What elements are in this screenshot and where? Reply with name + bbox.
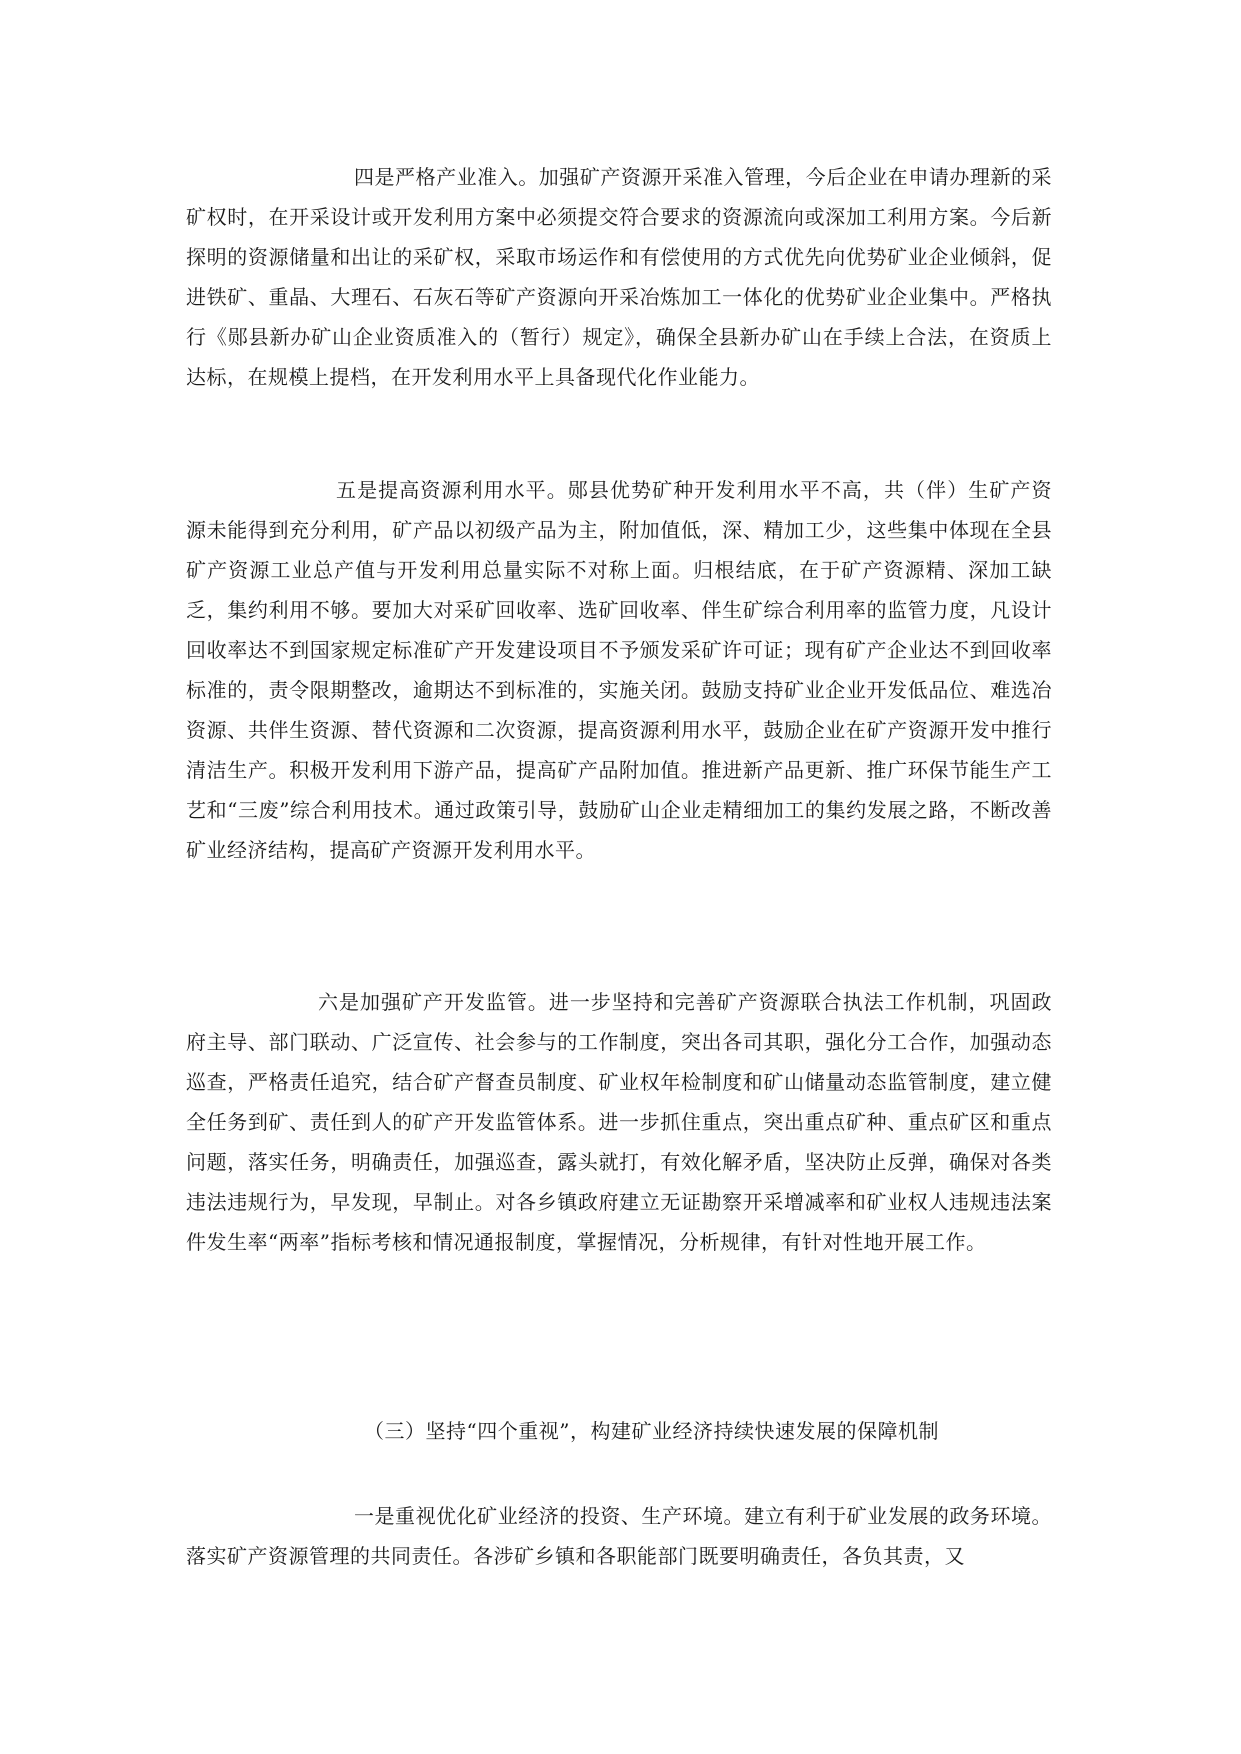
paragraph-industry-access: 四是严格产业准入。加强矿产资源开采准入管理，今后企业在申请办理新的采矿权时，在开采设计或开发利用方案中必须提交符合要求的资源流向或深加工利用方案。今后新探明的资源储量和出让的采矿权，采取市场运作和有偿使用的方式优先向优势矿业企业倾斜，促进铁矿、重晶、大理石、石灰石等矿产资源向开采冶炼加工一体化的优势矿业企业集中。严格执行《郧县新办矿山企业资质准入的（暂行）规定》，确保全县新办矿山在手续上合法，在资质上达标，在规模上提档，在开发利用水平上具备现代化作业能力。: [186, 165, 1052, 389]
paragraph-resource-utilization: 五是提高资源利用水平。郧县优势矿种开发利用水平不高，共（伴）生矿产资源未能得到充分利用，矿产品以初级产品为主，附加值低，深、精加工少，这些集中体现在全县矿产资源工业总产值与开发利用总量实际不对称上面。归根结底，在于矿产资源精、深加工缺乏，集约利用不够。要加大对采矿回收率、选矿回收率、伴生矿综合利用率的监管力度，凡设计回收率达不到国家规定标准矿产开发建设项目不予颁发采矿许可证；现有矿产企业达不到回收率标准的，责令限期整改，逾期达不到标准的，实施关闭。鼓励支持矿业企业开发低品位、难选冶资源、共伴生资源、替代资源和二次资源，提高资源利用水平，鼓励企业在矿产资源开发中推行清洁生产。积极开发利用下游产品，提高矿产品附加值。推进新产品更新、推广环保节能生产工艺和“三废”综合利用技术。通过政策引导，鼓励矿山企业走精细加工的集约发展之路，不断改善矿业经济结构，提高矿产资源开发利用水平。: [186, 478, 1052, 862]
paragraph-mining-supervision: 六是加强矿产开发监管。进一步坚持和完善矿产资源联合执法工作机制，巩固政府主导、部门联动、广泛宣传、社会参与的工作制度，突出各司其职，强化分工合作，加强动态巡查，严格责任追究，结合矿产督查员制度、矿业权年检制度和矿山储量动态监管制度，建立健全任务到矿、责任到人的矿产开发监管体系。进一步抓住重点，突出重点矿种、重点矿区和重点问题，落实任务，明确责任，加强巡查，露头就打，有效化解矛盾，坚决防止反弹，确保对各类违法违规行为，早发现，早制止。对各乡镇政府建立无证勘察开采增减率和矿业权人违规违法案件发生率“两率”指标考核和情况通报制度，掌握情况，分析规律，有针对性地开展工作。: [186, 990, 1052, 1254]
paragraph-investment-environment: 一是重视优化矿业经济的投资、生产环境。建立有利于矿业发展的政务环境。落实矿产资源管理的共同责任。各涉矿乡镇和各职能部门既要明确责任，各负其责，又: [186, 1504, 1052, 1568]
section-heading: （三）坚持“四个重视”，构建矿业经济持续快速发展的保障机制: [364, 1419, 939, 1443]
